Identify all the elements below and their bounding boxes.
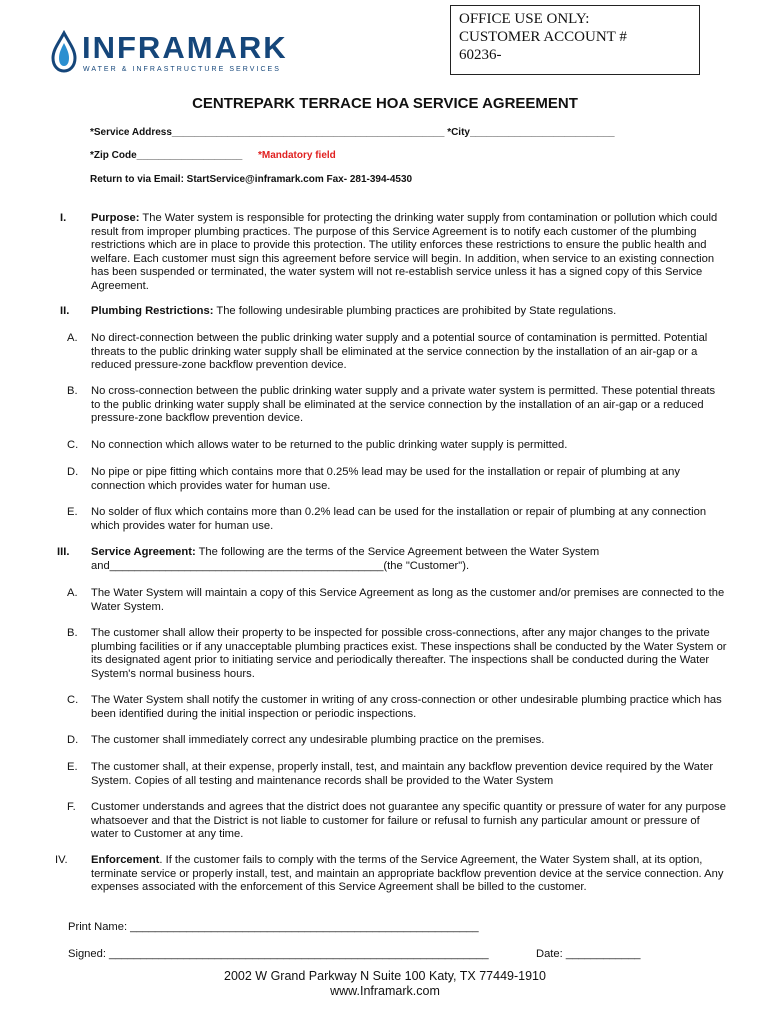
zip-code-field[interactable]: *Zip Code___________________ [90, 150, 243, 161]
section-enforcement [91, 854, 727, 895]
document-title: CENTREPARK TERRACE HOA SERVICE AGREEMENT [192, 95, 578, 112]
list-item: The Water System shall notify the customer in writing of any cross-connection or other undesirable plumbing practice which has been identified during the initial inspection or periodic inspections. [91, 694, 722, 720]
print-name-field[interactable]: Print Name: ________________________________________________________ [68, 921, 479, 933]
footer-website[interactable]: www.Inframark.com [330, 984, 440, 998]
item-letter: D. [67, 466, 79, 478]
section-number: II. [60, 305, 70, 317]
service-address-field[interactable]: *Service Address_________________________________________________ *City__________________________ [90, 127, 615, 138]
return-instructions: Return to via Email: StartService@inframark.com Fax- 281-394-4530 [90, 174, 413, 185]
section-text: The Water system is responsible for protecting the drinking water supply from contamination or pollution which could result from improper plumbing practices. The purpose of this Service Agreement is to notify each customer of the plumbing restrictions which are in place to provide this protection. The utility enforces these restrictions to ensure the public health and welfare. Each customer must sign this agreement before service will begin. In addition, when service to an existing connection has been suspended or terminated, the water system will not re-establish service unless it has a signed copy of this Service Agreement. [91, 212, 718, 292]
section-text[interactable]: The following are the terms of the Service Agreement between the Water System and____________________________________________(the "Customer"). [91, 546, 600, 572]
list-item: The Water System will maintain a copy of this Service Agreement as long as the customer and/or premises are connected to the Water System. [91, 587, 725, 613]
section-number: IV. [55, 854, 68, 866]
water-drop-icon [50, 30, 82, 74]
section-text: The following undesirable plumbing practices are prohibited by State regulations. [213, 305, 617, 317]
section-heading: Purpose: [91, 212, 140, 224]
office-use-label: OFFICE USE ONLY: [459, 11, 590, 27]
date-field[interactable]: Date: ____________ [536, 948, 641, 960]
list-item: No solder of flux which contains more than 0.2% lead can be used for the installation or repair of plumbing at any connection which provides water for human use. [91, 506, 707, 532]
item-letter: A. [67, 332, 78, 344]
logo-tagline: WATER & INFRASTRUCTURE SERVICES [83, 66, 281, 73]
item-letter: C. [67, 694, 79, 706]
list-item: The customer shall immediately correct any undesirable plumbing practice on the premises. [91, 734, 545, 746]
customer-account-number[interactable]: 60236- [459, 47, 502, 63]
section-text: . If the customer fails to comply with the terms of the Service Agreement, the Water System shall, at its option, terminate service or properly install, test, and maintain an appropriate backflow prevention device at the service connection. Any expenses associated with the enforcement of this Service Agreement shall be billed to the customer. [91, 854, 724, 893]
mandatory-note: *Mandatory field [258, 150, 336, 161]
item-letter: D. [67, 734, 79, 746]
item-letter: F. [67, 801, 76, 813]
section-number: I. [60, 212, 67, 224]
list-item: The customer shall, at their expense, properly install, test, and maintain any backflow prevention device required by the Water System. Copies of all testing and maintenance records shall be provided to the Water System [91, 761, 714, 787]
section-heading: Service Agreement: [91, 546, 196, 558]
item-letter: B. [67, 627, 78, 639]
item-letter: C. [67, 439, 79, 451]
section-heading: Enforcement [91, 854, 160, 866]
logo-wordmark: INFRAMARK [82, 30, 288, 65]
item-letter: E. [67, 761, 78, 773]
item-letter: A. [67, 587, 78, 599]
office-use-box [450, 5, 700, 75]
section-service-agreement [91, 546, 631, 573]
list-item: The customer shall allow their property to be inspected for possible cross-connections, after any major changes to the private plumbing facilities or if any unacceptable plumbing practices exist. These inspections shall be conducted by the Water System or its designated agent prior to initiating service and periodically thereafter. The inspections shall be conducted during the Water System's normal business hours. [91, 627, 727, 680]
section-plumbing-restrictions [91, 305, 727, 319]
list-item: No direct-connection between the public drinking water supply and a potential source of contamination is permitted. Potential threats to the public drinking water supply shall be eliminated at the service connection by the installation of an air-gap or a reduced pressure-zone backflow prevention device. [91, 332, 708, 371]
list-item: No cross-connection between the public drinking water supply and a private water system is permitted. These potential threats to the public drinking water supply shall be eliminated at the service connection by the installation of an air-gap or a reduced pressure-zone backflow prevention device. [91, 385, 716, 424]
footer-address: 2002 W Grand Parkway N Suite 100 Katy, TX 77449-1910 [224, 969, 546, 983]
signed-field[interactable]: Signed: _____________________________________________________________ [68, 948, 489, 960]
item-letter: B. [67, 385, 78, 397]
list-item: No pipe or pipe fitting which contains more that 0.25% lead may be used for the installation or repair of plumbing at any connection which provides water for human use. [91, 466, 680, 492]
section-purpose [91, 212, 727, 293]
item-letter: E. [67, 506, 78, 518]
section-number: III. [57, 546, 70, 558]
list-item: Customer understands and agrees that the district does not guarantee any specific quantity or pressure of water for any purpose whatsoever and that the District is not liable to customer for failure or refusal to furnish any particular amount or pressure of water to Customer at any time. [91, 801, 726, 840]
section-heading: Plumbing Restrictions: [91, 305, 214, 317]
customer-account-label: CUSTOMER ACCOUNT # [459, 29, 627, 45]
inframark-logo [50, 30, 290, 80]
list-item: No connection which allows water to be returned to the public drinking water supply is permitted. [91, 439, 568, 451]
